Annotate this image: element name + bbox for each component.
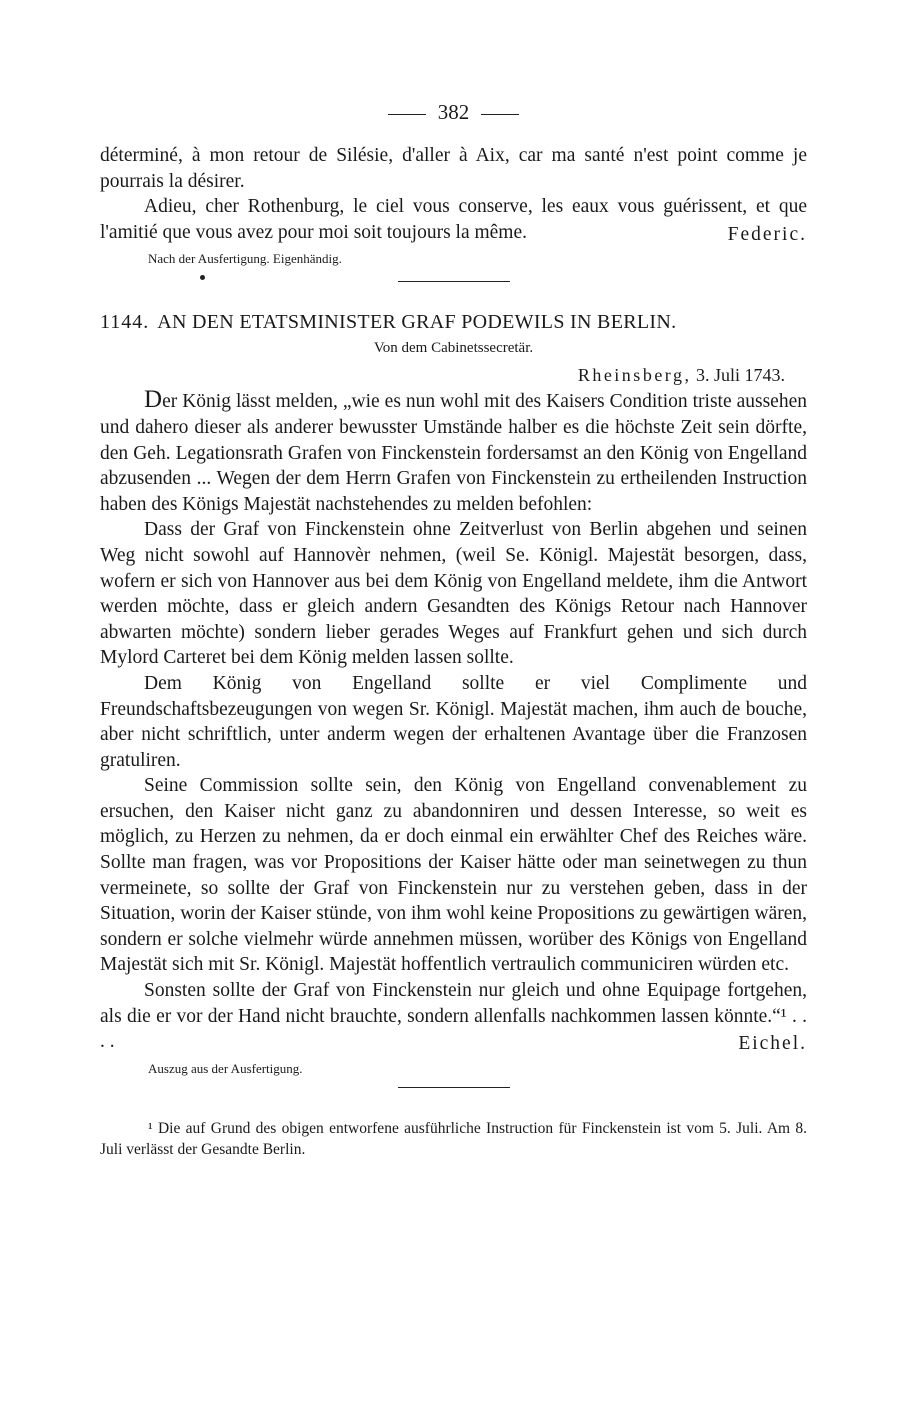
letter-paragraph-1-text: er König lässt melden, „wie es nun wohl mit des Kaisers Condition triste aussehen und dahero dieser als anderer bewusster Umstände halber es die höchste Zeit sein dörfte, den Geh. Legationsrath Grafen von Finckenstein fordersamst an den König von Engelland abzusenden ... Wegen der dem Herrn Grafen von Finckenstein zu ertheilenden Instruction haben des Königs Majestät nachstehendes zu melden befohlen: xyxy=(100,391,807,515)
section-divider-2 xyxy=(398,1087,510,1088)
signature-federic: Federic. xyxy=(727,223,807,245)
page-number-dash-left xyxy=(388,114,426,115)
letter-paragraph-2: Dass der Graf von Finckenstein ohne Zeitverlust von Berlin abgehen und seinen Weg nicht sowohl auf Hannovèr nehmen, (weil Se. Königl. Majestät besorgen, dass, wofern er sich von Hannover aus bei dem König von Engelland meldete, ihm die Antwort werden möchte, dass er gleich andern Gesandten des Königs Retour nach Hannover abwarten möchte) sondern lieber gerades Weges auf Frankfurt gehen und sich durch Mylord Carteret bei dem König melden lassen sollte. xyxy=(100,519,807,669)
page-number-dash-right xyxy=(481,114,519,115)
footnote-marker: ¹ xyxy=(148,1119,153,1137)
footnote-body xyxy=(100,1118,807,1160)
letter-paragraph-1 xyxy=(100,387,807,517)
letter-number: 1144. xyxy=(100,311,150,334)
letter-paragraph-4: Seine Commission sollte sein, den König von Engelland convenablement zu ersuchen, den Kaiser nicht ganz zu abandonniren und dessen Interesse, so weit es möglich, zu Herzen zu nehmen, da er doch einmal ein erwählter Chef des Reiches wäre. Sollte man fragen, was vor Propositions der Kaiser hätte oder man seinetwegen zu thun vermeinete, so sollte der Graf von Finckenstein nur zu verstehen geben, dass in der Situation, worin der Kaiser stünde, von ihm wohl keine Propositions zu gewärtigen wären, sondern er solche vielmehr würde annehmen müssen, worüber des Königs von Engelland Majestät sich mit Sr. Königl. Majestät hoffentlich vertraulich communiciren würden etc. xyxy=(100,775,807,976)
footnote xyxy=(100,1118,807,1160)
dot-mark xyxy=(200,275,205,280)
letter-paragraph-3: Dem König von Engelland sollte er viel Complimente und Freundschaftsbezeugungen von wegen Sr. Königl. Majestät machen, ihm auch de bouche, aber nicht schriftlich, unter anderm wegen der erhaltenen Avantage über die Franzosen gratuliren. xyxy=(100,672,807,771)
top-paragraph-1: déterminé, à mon retour de Silésie, d'aller à Aix, car ma santé n'est point comme je pourrais la désirer. xyxy=(100,145,807,192)
letter-paragraph-5-text: Sonsten sollte der Graf von Finckenstein nur gleich und ohne Equipage fortgehen, als die er vor der Hand nicht brauchte, sondern allenfalls nachkommen lassen könnte.“¹ . . . . xyxy=(100,980,807,1053)
letter-heading-text: AN DEN ETATSMINISTER GRAF PODEWILS IN BERLIN. xyxy=(157,311,677,334)
top-paragraph-2 xyxy=(100,194,807,245)
dateline-place: Rheinsberg, xyxy=(577,365,692,386)
top-paragraph-2-text: Adieu, cher Rothenburg, le ciel vous conserve, les eaux vous guérissent, et que l'amitié que vous avez pour moi soit toujours la même. xyxy=(100,196,807,243)
dateline-date: 3. Juli 1743. xyxy=(695,365,785,386)
letter-subheading: Von dem Cabinetssecretär. xyxy=(373,340,534,357)
source-note-top: Nach der Ausfertigung. Eigenhändig. xyxy=(148,251,342,267)
letter-dateline xyxy=(100,363,807,387)
letter-dropcap: D xyxy=(144,386,163,414)
source-note-letter: Auszug aus der Ausfertigung. xyxy=(148,1060,303,1076)
page-number xyxy=(100,95,807,129)
page-number-text: 382 xyxy=(437,100,470,124)
letter-heading xyxy=(100,309,807,335)
book-page xyxy=(100,95,807,1160)
letter-paragraph-5 xyxy=(100,978,807,1055)
section-divider-1 xyxy=(398,281,510,282)
signature-eichel: Eichel. xyxy=(738,1033,807,1055)
footnote-text: Die auf Grund des obigen entworfene ausführliche Instruction für Finckenstein ist vom 5. Juli. Am 8. Juli verlässt der Gesandte Berlin. xyxy=(100,1119,808,1158)
